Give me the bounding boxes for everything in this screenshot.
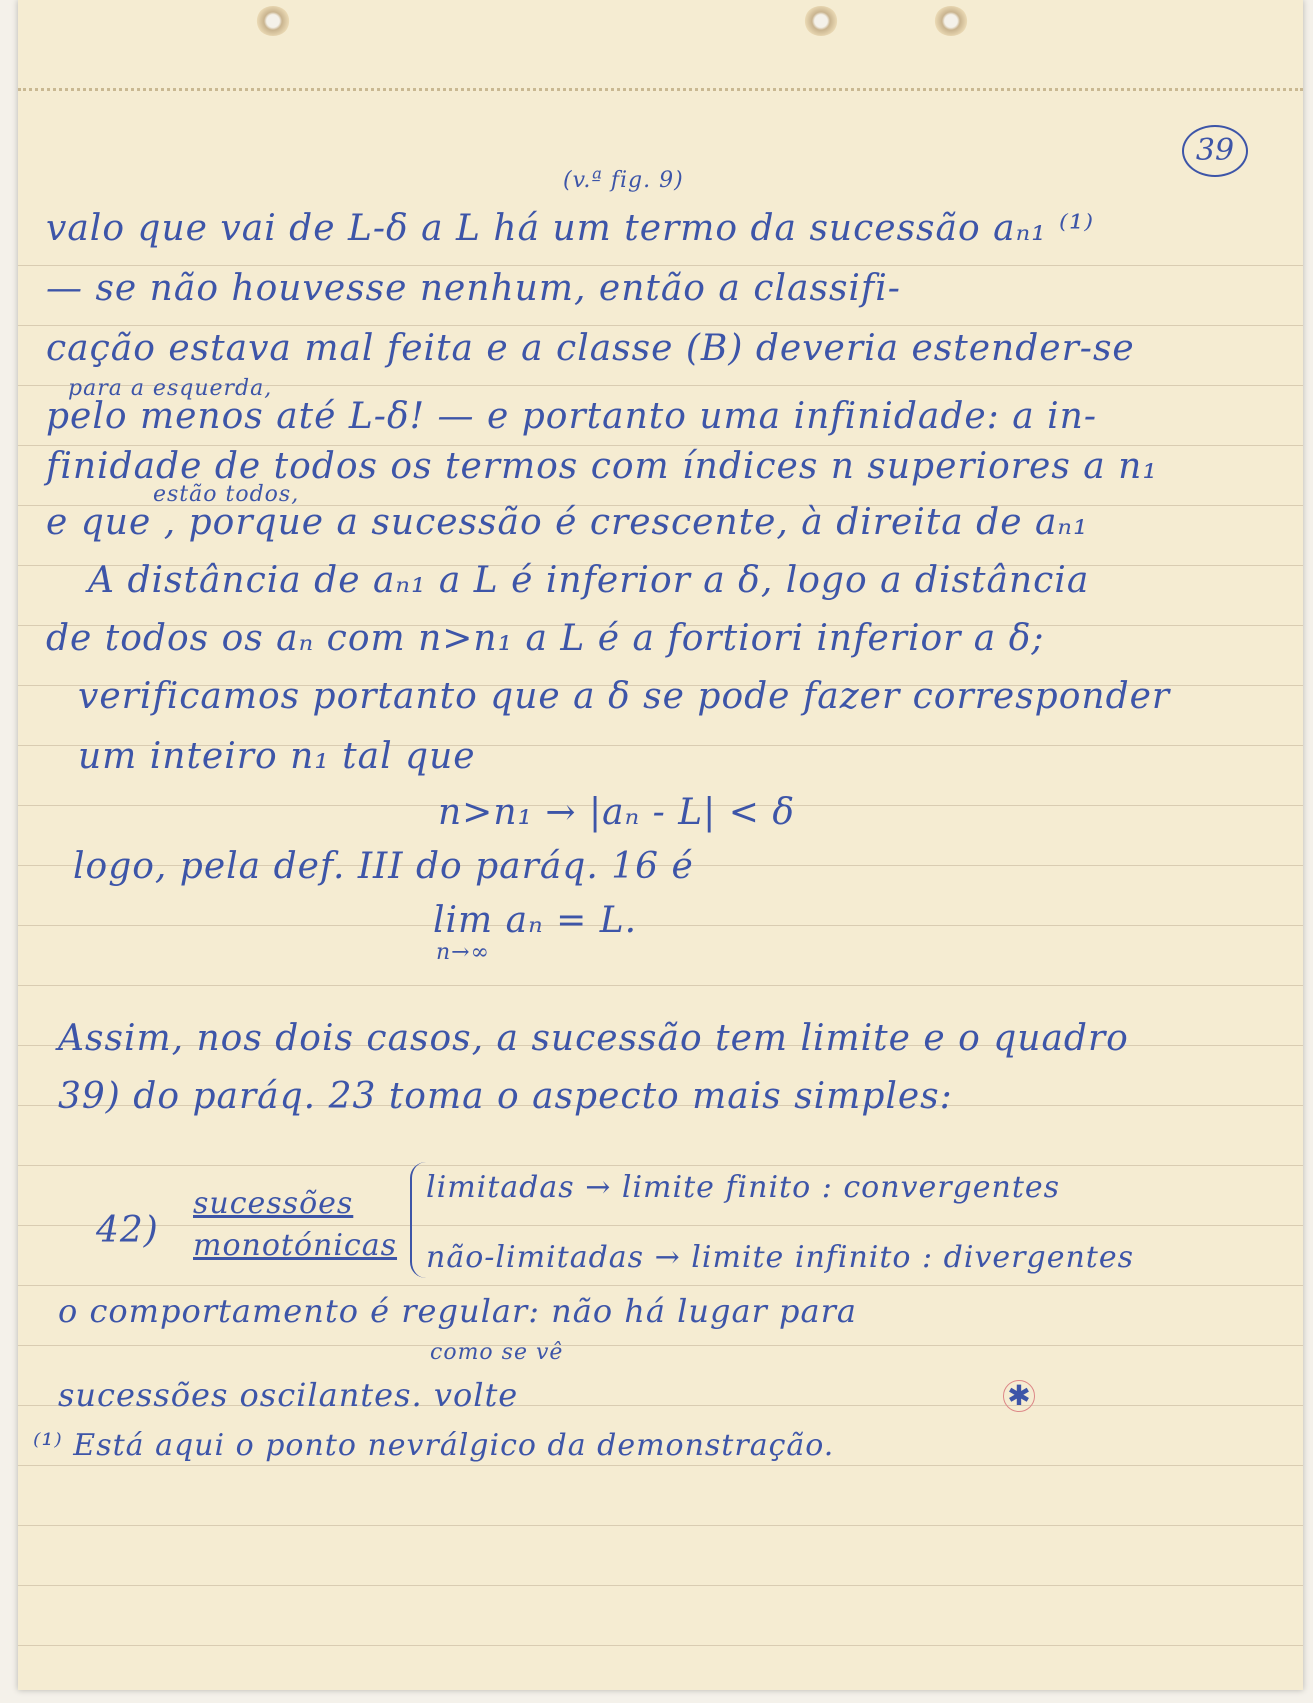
text-line-7: A distância de aₙ₁ a L é inferior a δ, logo a distância xyxy=(88,560,1090,601)
notebook-page xyxy=(18,0,1303,1690)
punch-hole-right xyxy=(934,6,968,36)
figure-reference: (v.ª fig. 9) xyxy=(563,168,684,193)
table-number: 42) xyxy=(96,1210,159,1251)
page-number: 39 xyxy=(1182,125,1248,177)
table-brace xyxy=(410,1162,426,1278)
table-row-limitadas: limitadas → limite finito : convergentes xyxy=(426,1170,1061,1205)
formula-limit-subscript: n→∞ xyxy=(436,940,490,965)
table-row-nao-limitadas: não-limitadas → limite infinito : divergentes xyxy=(426,1240,1135,1275)
text-line-10: um inteiro n₁ tal que xyxy=(78,736,476,777)
text-line-8: de todos os aₙ com n>n₁ a L é a fortiori inferior a δ; xyxy=(46,618,1045,659)
formula-limit: lim aₙ = L. xyxy=(433,900,638,941)
text-line-2: — se não houvesse nenhum, então a classifi- xyxy=(46,268,901,309)
insertion-esquerda: para a esquerda, xyxy=(68,376,273,401)
punch-hole-left xyxy=(256,6,290,36)
text-line-12: Assim, nos dois casos, a sucessão tem limite e o quadro xyxy=(58,1018,1129,1059)
text-line-11: logo, pela def. III do paráq. 16 é xyxy=(73,846,694,887)
text-line-14: o comportamento é regular: não há lugar para xyxy=(58,1292,857,1330)
perforation-line xyxy=(18,88,1303,91)
table-label-monotonicas: monotónicas xyxy=(193,1228,398,1263)
text-line-6: e que , porque a sucessão é crescente, à direita de aₙ₁ xyxy=(46,502,1089,543)
insertion-estao-todos: estão todos, xyxy=(153,482,300,507)
text-line-4: pelo menos até L-δ! — e portanto uma infinidade: a in- xyxy=(46,396,1098,437)
text-line-13: 39) do paráq. 23 toma o aspecto mais simples: xyxy=(58,1076,953,1117)
text-line-5: finidade de todos os termos com índices n superiores a n₁ xyxy=(46,446,1158,487)
asterisk-mark: ✱ xyxy=(1003,1380,1035,1412)
formula-implication: n>n₁ → |aₙ - L| < δ xyxy=(438,792,796,833)
text-line-1: valo que vai de L-δ a L há um termo da sucessão aₙ₁ ⁽¹⁾ xyxy=(46,208,1095,249)
text-line-15: sucessões oscilantes. volte xyxy=(58,1376,519,1414)
table-label-sucessoes: sucessões xyxy=(193,1186,354,1221)
footnote-line: ⁽¹⁾ Está aqui o ponto nevrálgico da demonstração. xyxy=(33,1428,835,1463)
punch-hole-middle xyxy=(804,6,838,36)
text-line-9: verificamos portanto que a δ se pode fazer corresponder xyxy=(78,676,1171,717)
insertion-como-se-ve: como se vê xyxy=(430,1340,564,1365)
text-line-3: cação estava mal feita e a classe (B) deveria estender-se xyxy=(46,328,1135,369)
